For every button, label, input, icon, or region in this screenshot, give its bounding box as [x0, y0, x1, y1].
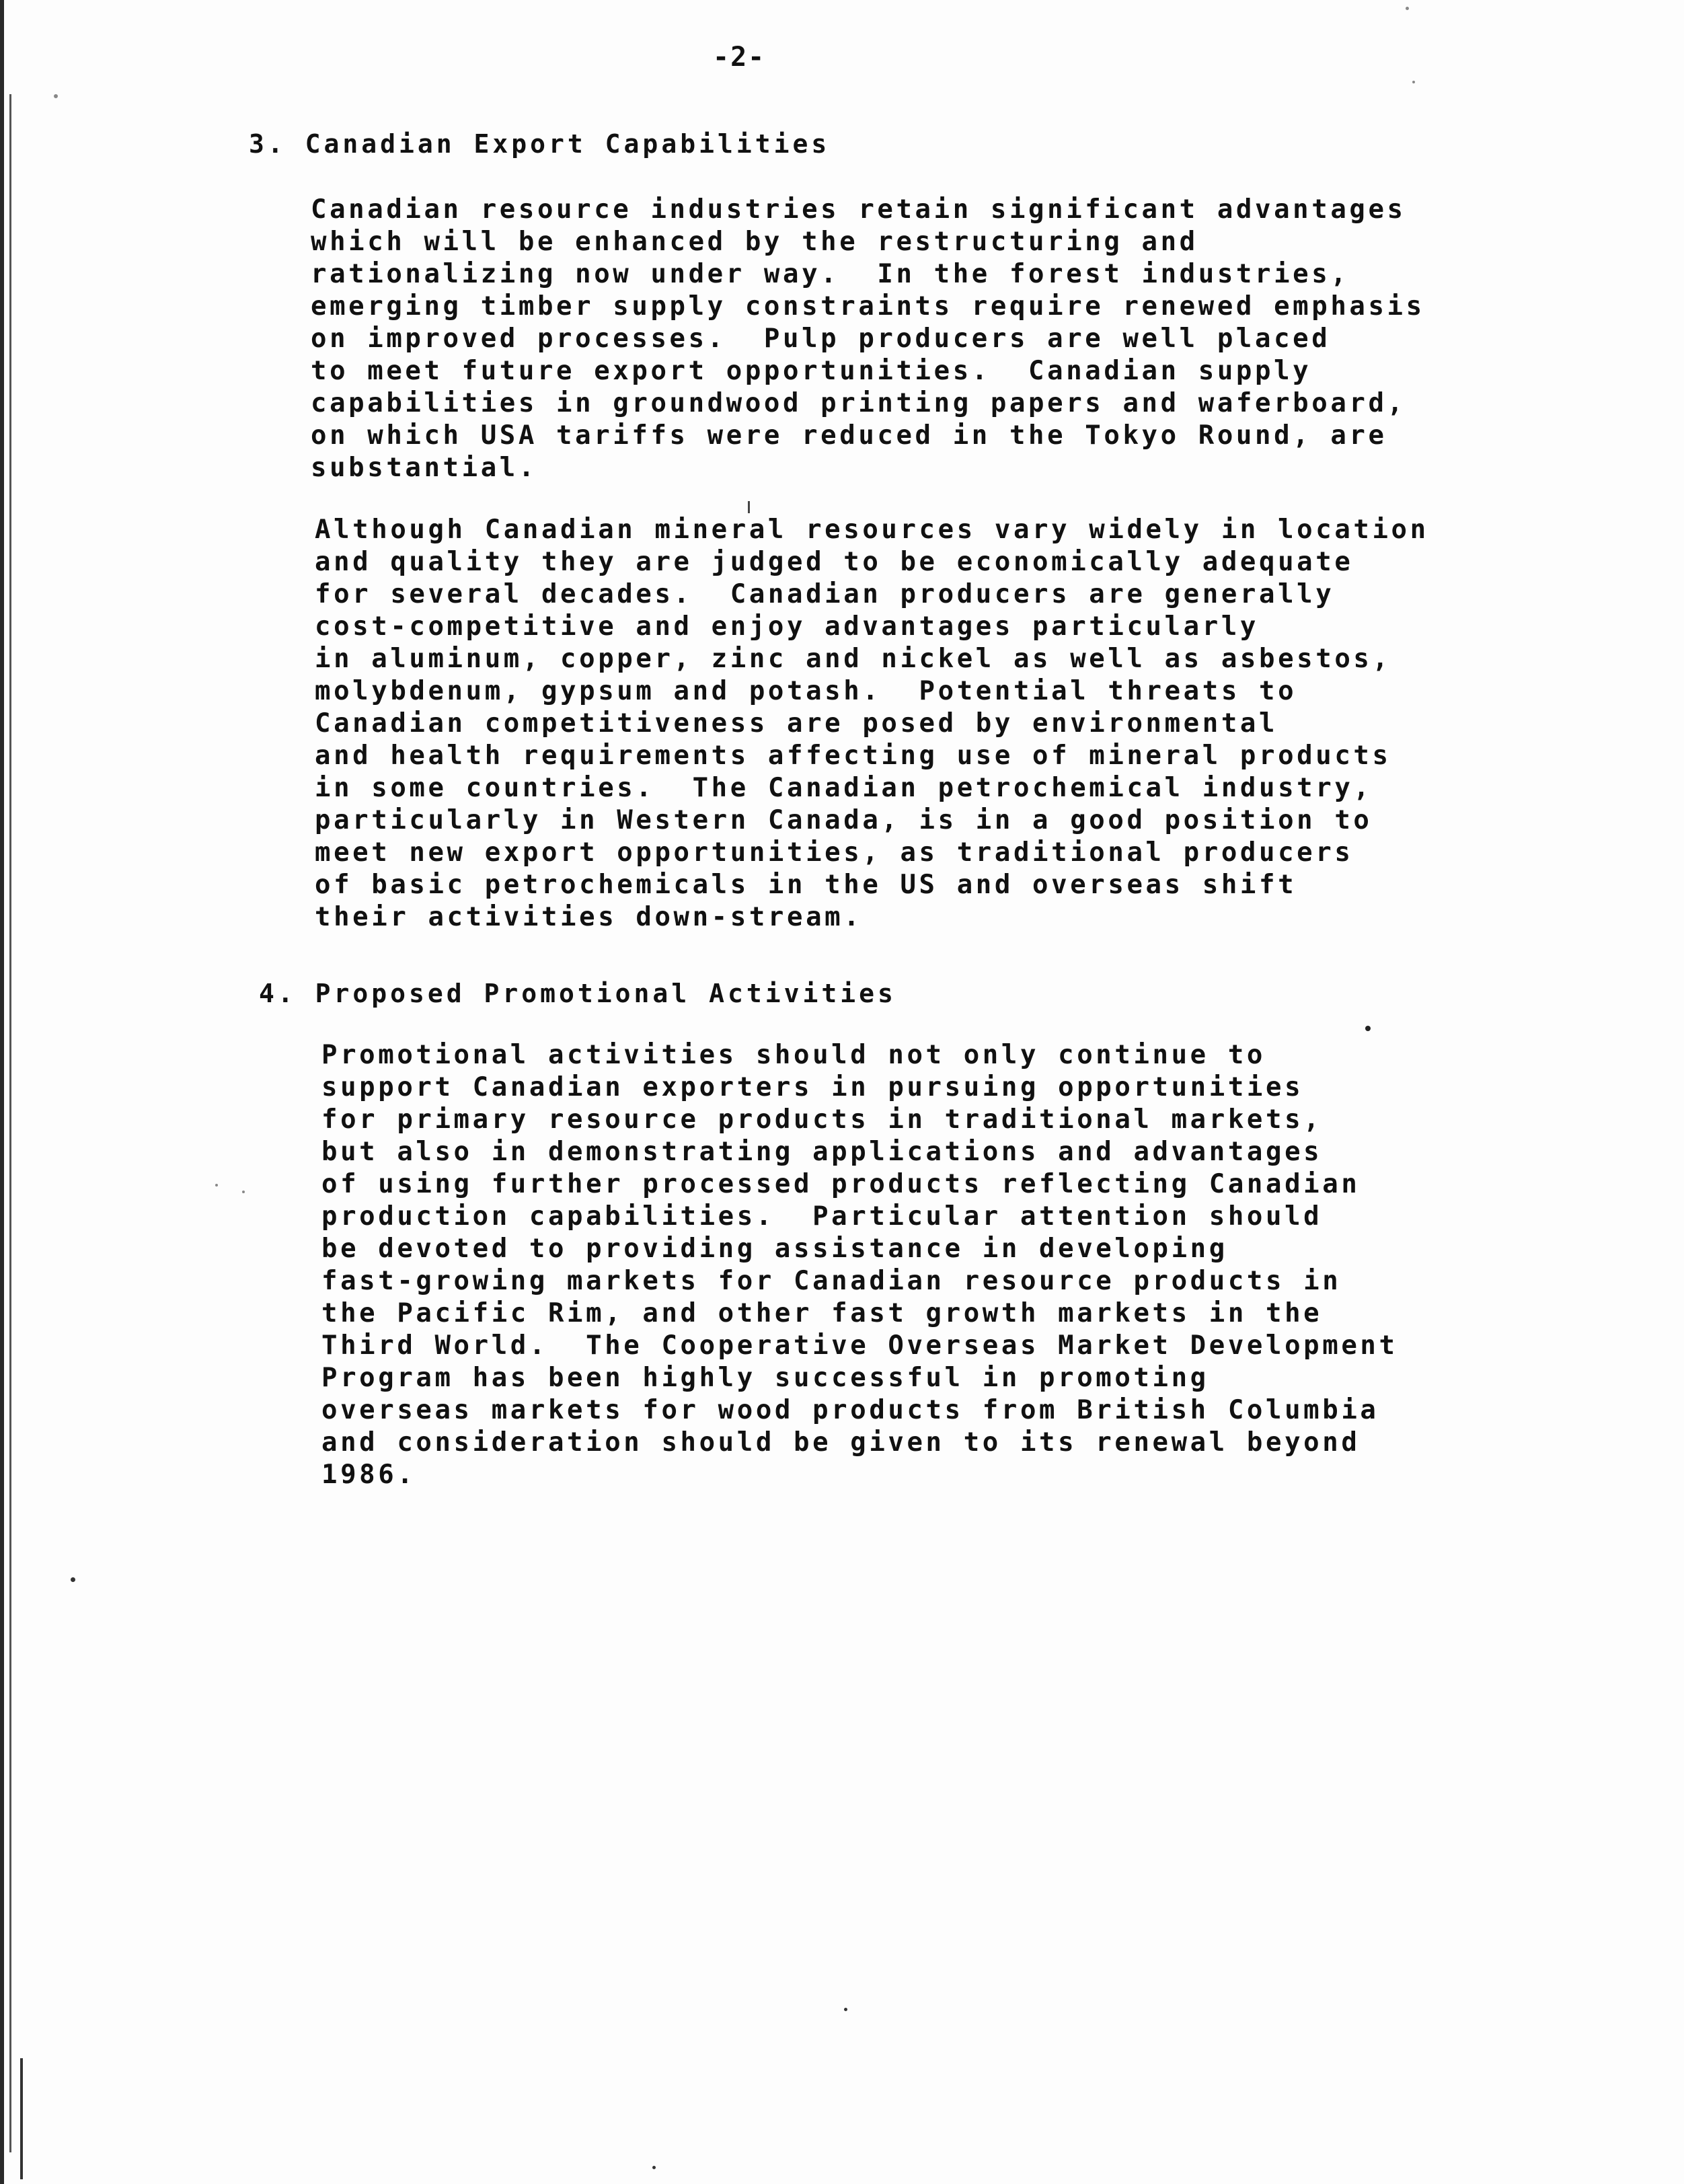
scan-speck [652, 2166, 656, 2169]
page-number: -2- [713, 42, 766, 73]
scan-speck [242, 1191, 245, 1193]
scan-edge-left [0, 0, 4, 2184]
scan-speck [215, 1184, 218, 1187]
scan-speck [71, 1577, 75, 1582]
scan-speck [1412, 81, 1415, 83]
scan-speck [844, 2008, 847, 2011]
section-heading-promotional-activities: 4. Proposed Promotional Activities [259, 979, 896, 1008]
paragraph-resource-industries: Canadian resource industries retain significant advantages which will be enhanced by the restructuring and rationalizing now under way. In the forest industries, emerging timber supply constraints require renewed emphasis on improved processes. Pulp producers are well placed to meet future export opportunities. Canadian supply capabilities in groundwood printing papers and waferboard, on which USA tariffs were reduced in the Tokyo Round, are substantial. [311, 194, 1425, 483]
scan-speck [1406, 7, 1409, 10]
paragraph-promotional-activities: Promotional activities should not only continue to support Canadian exporters in pursuing opportunities for primary resource products in traditional markets, but also in demonstrating applications and advantages of using further processed products reflecting Canadian production capabilities. Particular attention should be devoted to providing assistance in developing fast-growing markets for Canadian resource products in the Pacific Rim, and other fast growth markets in the Third World. The Cooperative Overseas Market Development Program has been highly successful in promoting overseas markets for wood products from British Columbia and consideration should be given to its renewal beyond 1986. [321, 1040, 1398, 1490]
scan-speck [54, 94, 58, 98]
scan-edge-mark [20, 2058, 23, 2179]
paragraph-mineral-resources: Although Canadian mineral resources vary widely in location and quality they are judged to be economically adequate for several decades. Canadian producers are generally cost-competitive and enjoy advantages particularly in aluminum, copper, zinc and nickel as well as asbestos, molybdenum, gypsum and potash. Potential threats to Canadian competitiveness are posed by environmental and health requirements affecting use of mineral products in some countries. The Canadian petrochemical industry, particularly in Western Canada, is in a good position to meet new export opportunities, as traditional producers of basic petrochemicals in the US and overseas shift their activities down-stream. [315, 515, 1429, 932]
section-heading-export-capabilities: 3. Canadian Export Capabilities [249, 129, 831, 159]
scan-edge-line [9, 94, 11, 2152]
scan-speck [748, 501, 750, 513]
scan-speck [1365, 1026, 1371, 1031]
